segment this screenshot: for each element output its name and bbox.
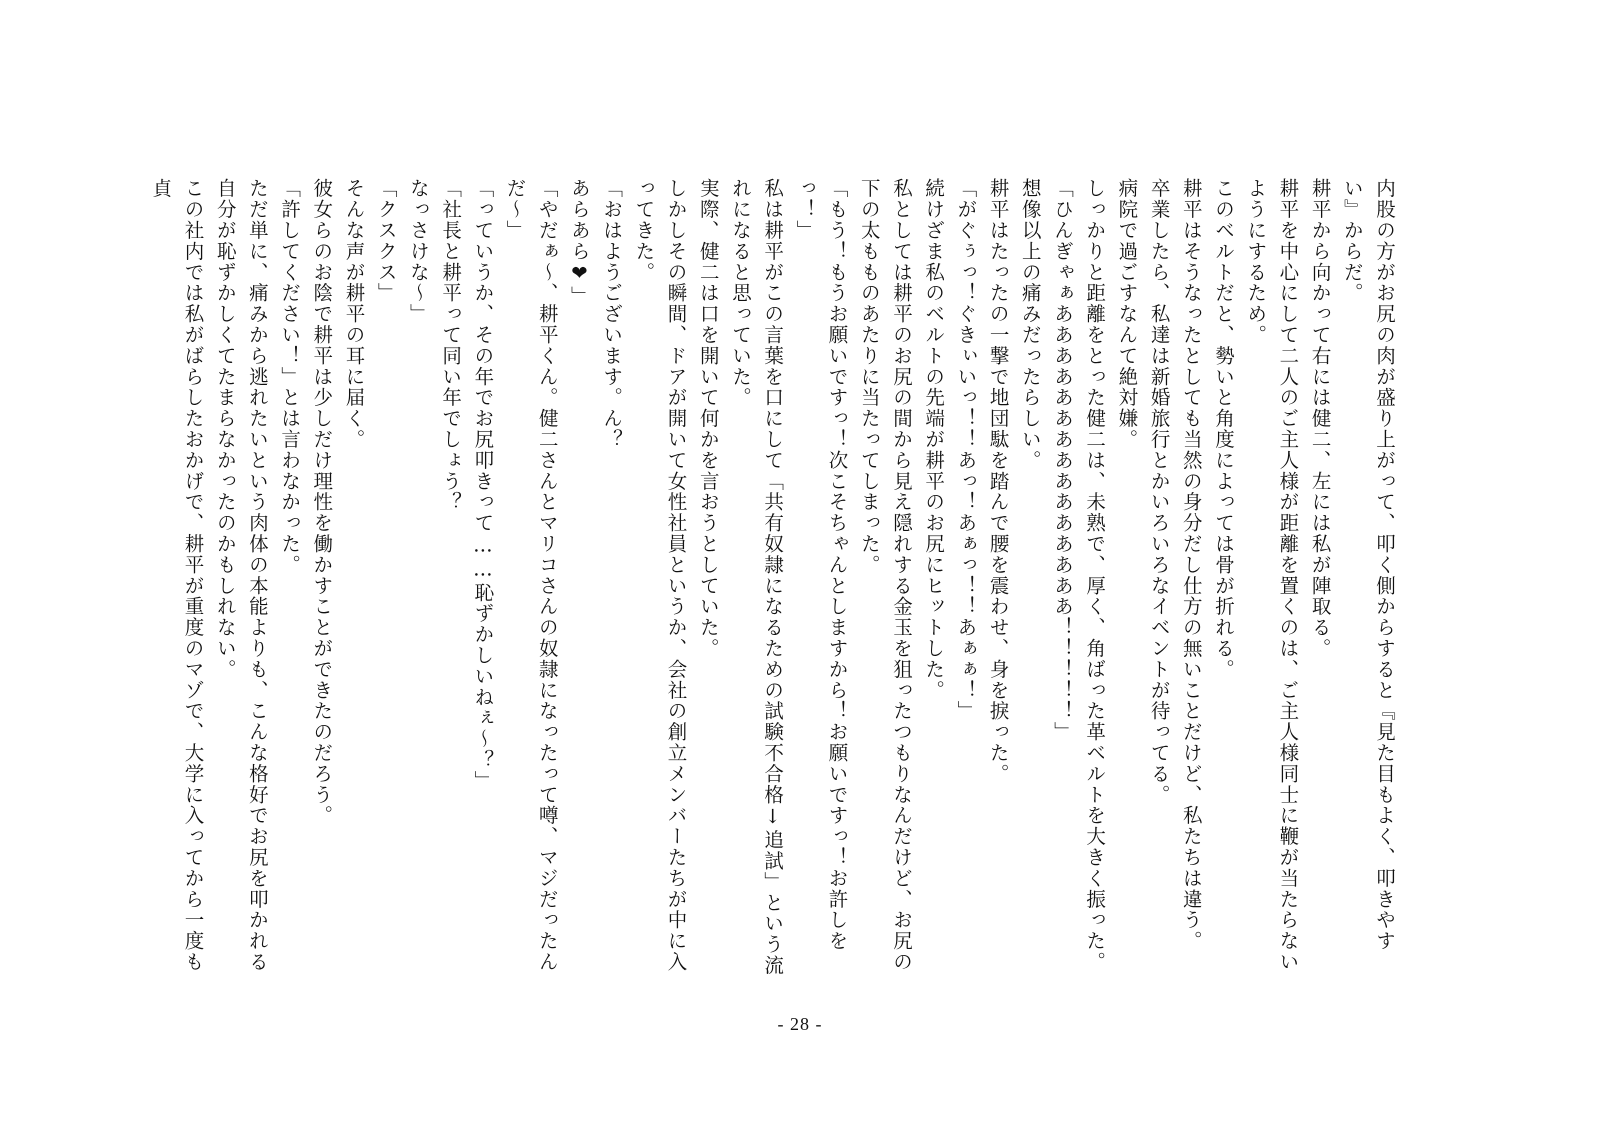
dialogue-line: あらあら❤」	[567, 178, 591, 307]
paragraph: 「許してください！」とは言わなかった。	[278, 178, 302, 576]
dialogue-line: 「社長と耕平って同い年でしょう？	[439, 178, 463, 513]
dialogue-line: 「おはようございます。ん？	[600, 178, 624, 450]
dialogue-line: 「っていうか、その年でお尻叩きって……恥ずかしいねぇ〜？」	[471, 178, 495, 792]
paragraph: 私は耕平がこの言葉を口にして「共有奴隷になるための試験不合格↓追試」という流れになると思っていた。	[728, 178, 785, 976]
dialogue-line: 「もう！もうお願いですっ！次こそちゃんとしますから！お願いですっ！お許しをっ！」	[793, 178, 849, 952]
paragraph: 耕平はたったの一撃で地団駄を踏んで腰を震わせ、身を捩った。	[986, 178, 1010, 785]
dialogue-line: 「クスクス」	[374, 178, 398, 304]
paragraph: 病院で過ごすなんて絶対嫌。	[1115, 178, 1139, 450]
paragraph: 想像以上の痛みだったらしい。	[1018, 178, 1042, 471]
paragraph: そんな声が耕平の耳に届く。	[342, 178, 366, 450]
paragraph: 彼女らのお陰で耕平は少しだけ理性を働かすことができたのだろう。	[310, 178, 334, 826]
paragraph: 耕平はそうなったとしても当然の身分だし仕方の無いことだけど、私たちは違う。	[1179, 178, 1203, 952]
paragraph: このベルトだと、勢いと角度によっては骨が折れる。	[1211, 178, 1235, 680]
paragraph: 内股の方がお尻の肉が盛り上がって、叩く側からすると『見た目もよく、叩きやすい』からだ。	[1340, 178, 1396, 952]
paragraph: しっかりと距離をとった健二は、未熟で、厚く、角ばった革ベルトを大きく振った。	[1083, 178, 1107, 973]
paragraph: この社内では私がばらしたおかげで、耕平が重度のマゾで、大学に入ってから一度も貞	[149, 178, 205, 973]
paragraph: 耕平から向かって右には健二、左には私が陣取る。	[1308, 178, 1332, 659]
paragraph: 続けざま私のベルトの先端が耕平のお尻にヒットした。	[922, 178, 946, 701]
dialogue-line: 「やだぁ〜、耕平くん。健二さんとマリコさんの奴隷になったって噂、マジだったんだ〜」	[503, 178, 559, 973]
paragraph: しかしその瞬間、ドアが開いて女性社員というか、会社の創立メンバーたちが中に入ってきた。	[632, 178, 688, 973]
paragraph: 私としては耕平のお尻の間から見え隠れする金玉を狙ったつもりなんだけど、お尻の下の太もものあたりに当たってしまった。	[857, 178, 913, 973]
paragraph: 耕平を中心にして二人のご主人様が距離を置くのは、ご主人様同士に鞭が当たらないようにするため。	[1244, 178, 1300, 973]
dialogue-line: なっさけな〜」	[406, 178, 430, 325]
paragraph: ただ単に、痛みから逃れたいという肉体の本能よりも、こんな格好でお尻を叩かれる自分が恥ずかしくてたまらなかったのかもしれない。	[213, 178, 269, 973]
dialogue-line: 「ひんぎゃぁあああああああああああああああ！！！！！」	[1050, 178, 1074, 743]
page-number: - 28 -	[777, 1014, 823, 1034]
paragraph: 実際、健二は口を開いて何かを言おうとしていた。	[696, 178, 720, 659]
dialogue-line: 「がぐぅっ！ぐきぃいっ！！あっ！あぁっ！！あぁぁ！」	[954, 178, 978, 722]
paragraph: 卒業したら、私達は新婚旅行とかいろいろなイベントが待ってる。	[1147, 178, 1171, 805]
vertical-text-body	[149, 178, 1400, 978]
